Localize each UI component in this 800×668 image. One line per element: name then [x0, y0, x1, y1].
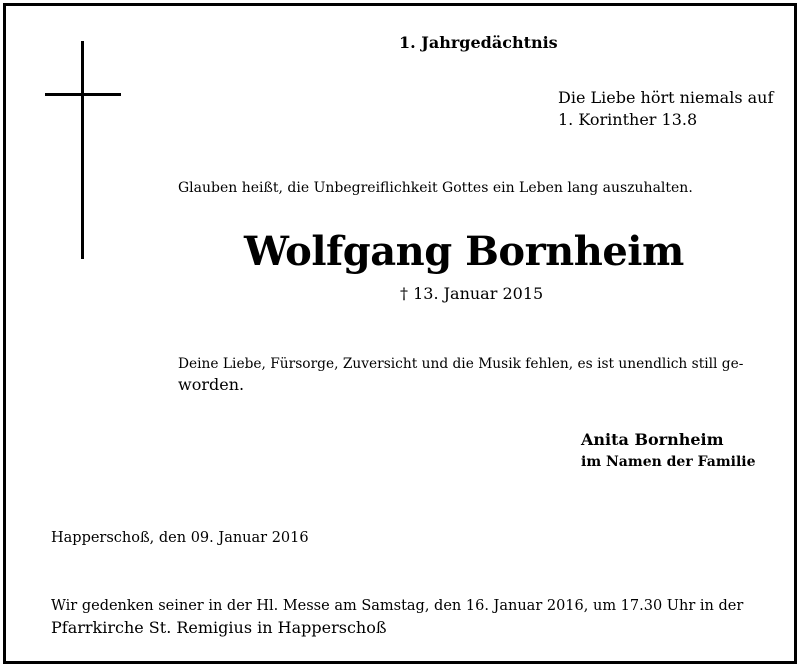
- motto-line-1: Die Liebe hört niemals auf: [558, 88, 774, 107]
- signature-name: Anita Bornheim: [581, 430, 724, 449]
- death-date: † 13. Januar 2015: [400, 284, 544, 303]
- deceased-name: Wolfgang Bornheim: [244, 228, 684, 275]
- place-date: Happerschoß, den 09. Januar 2016: [51, 530, 309, 546]
- mass-notice-line-2: Pfarrkirche St. Remigius in Happerschoß: [51, 618, 387, 637]
- message-line-2: worden.: [178, 375, 245, 394]
- message-line-1: Deine Liebe, Fürsorge, Zuversicht und die Musik fehlen, es ist unendlich still ge-: [178, 356, 744, 372]
- anniversary-heading: 1. Jahrgedächtnis: [399, 33, 558, 52]
- faith-quote: Glauben heißt, die Unbegreiflichkeit Gottes ein Leben lang auszuhalten.: [178, 180, 693, 196]
- mass-notice-line-1: Wir gedenken seiner in der Hl. Messe am Samstag, den 16. Januar 2016, um 17.30 Uhr in der: [51, 598, 744, 614]
- motto-line-2: 1. Korinther 13.8: [558, 110, 698, 129]
- signature-family: im Namen der Familie: [581, 454, 756, 470]
